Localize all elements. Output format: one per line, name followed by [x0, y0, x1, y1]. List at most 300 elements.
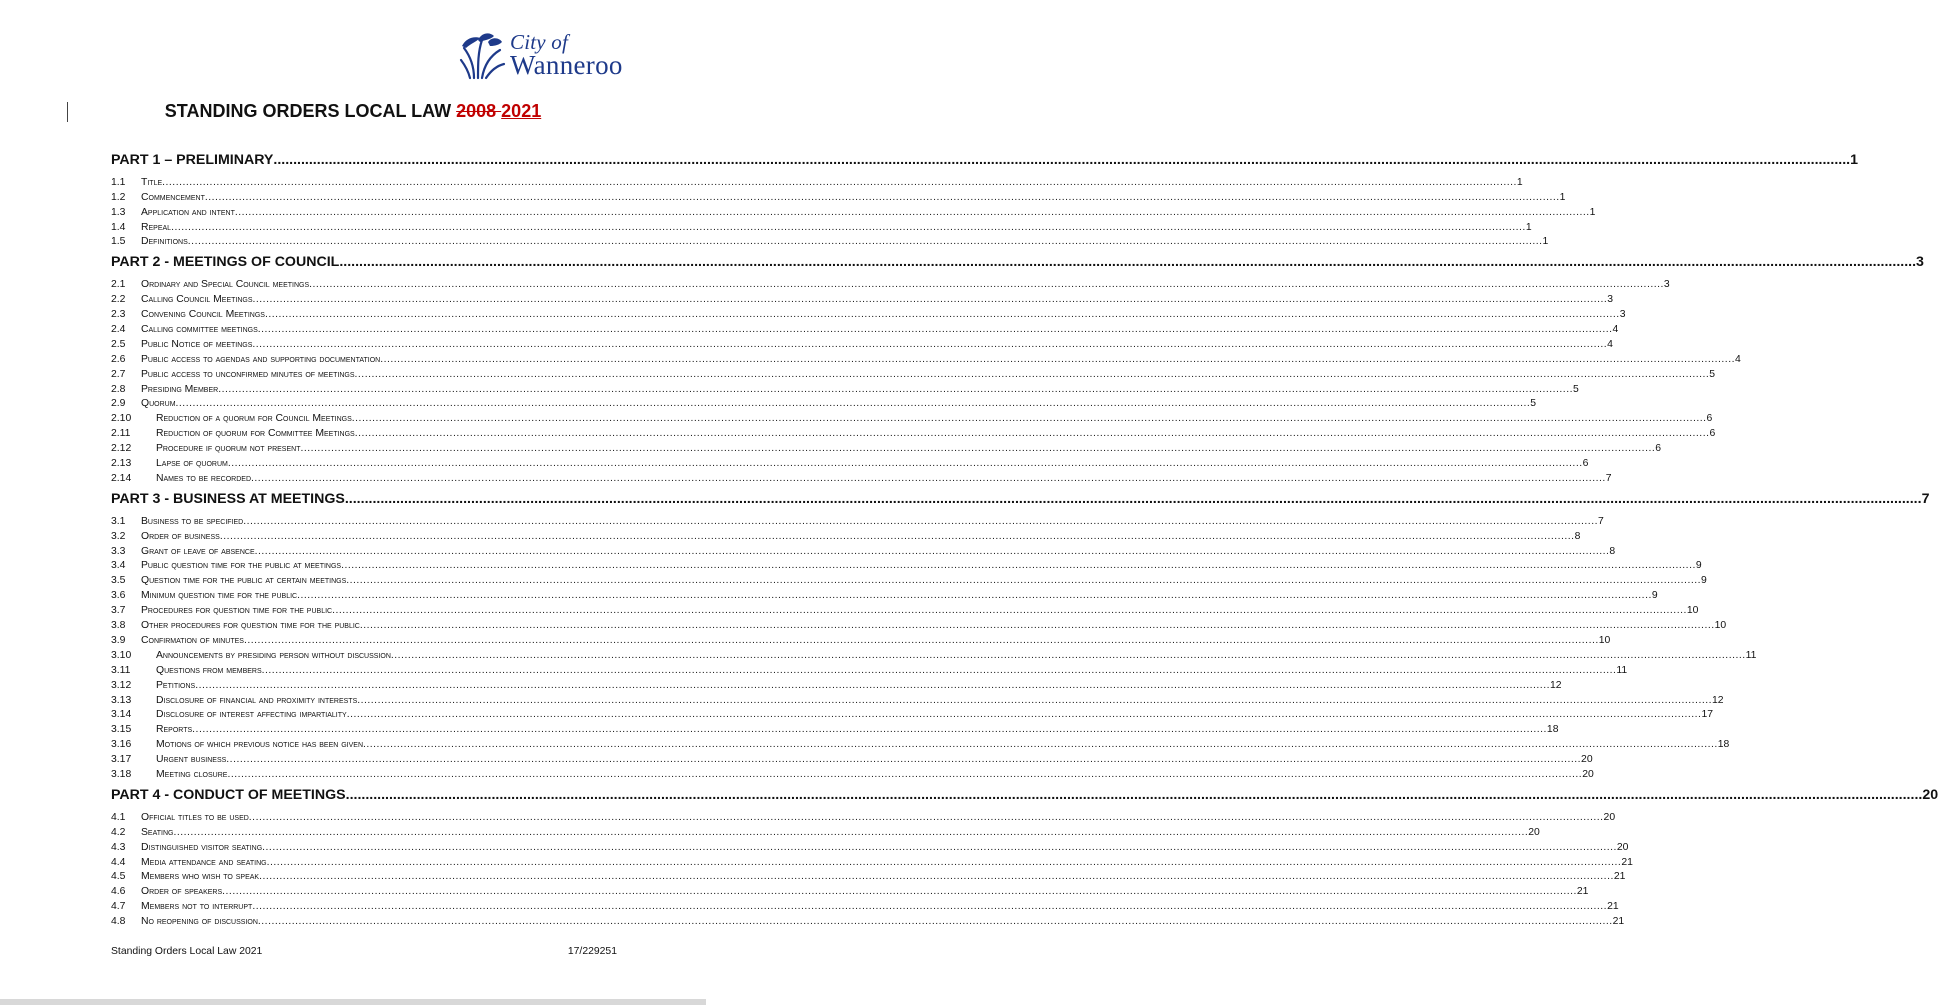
toc-entry-number: [111, 590, 139, 601]
toc-entry-page: 21: [1607, 901, 1619, 913]
toc-part-heading[interactable]: [111, 487, 1930, 507]
toc-entry-number-text: 3.11: [111, 664, 131, 676]
toc-entry-page: 12: [1549, 679, 1562, 691]
toc-entry-text: Other procedures for question time for the public: [141, 620, 360, 632]
toc-entry-text: Official titles to be used: [141, 811, 249, 823]
toc-leader-dots: ................................................................................................................................................................................................................................................................................................................................................................................................................: [204, 191, 1560, 203]
toc-entry-page: 3: [1663, 279, 1670, 291]
toc-entry-number: [111, 680, 139, 691]
toc-entry-number: [111, 222, 139, 233]
toc-entry-text: Reduction of quorum for Committee Meetings: [156, 428, 355, 440]
toc-entry-number-text: 1.3: [111, 206, 126, 218]
toc-entry[interactable]: [111, 439, 1662, 455]
toc-entry[interactable]: [111, 395, 1537, 410]
toc-leader-dots: ................................................................................................................................................................................................................................................................................................................................................................................................................: [222, 886, 1577, 898]
toc-leader-dots: ................................................................................................................................................................................................................................................................................................................................................................................................................: [259, 871, 1614, 883]
toc-part-label: PART 3 - BUSINESS AT MEETINGS: [111, 490, 345, 507]
toc-entry-number: [111, 279, 139, 290]
toc-entry-text: Presiding Member: [141, 383, 219, 395]
toc-entry-text: No reopening of discussion: [141, 916, 258, 928]
toc-entry[interactable]: [111, 691, 1724, 706]
toc-entry-page: 5: [1530, 398, 1537, 410]
toc-entry-page: 7: [1597, 515, 1604, 527]
toc-entry-number-text: 1.5: [111, 236, 126, 248]
toc-entry-number-text: 3.5: [111, 575, 126, 587]
toc-entry-number: [111, 709, 139, 720]
toc-leader-dots: ................................................................................................................................................................................................................................................................................................................................................................................................................: [252, 901, 1608, 913]
toc-leader-dots: ................................................................................................................................................................................................................................................................................................................................................................................................................: [264, 309, 1620, 321]
toc-entry-number: [111, 754, 139, 765]
toc-entry-number-text: 2.4: [111, 324, 126, 336]
toc-entry-text: Calling Council Meetings: [141, 294, 253, 306]
toc-entry-number-text: 4.7: [111, 901, 126, 913]
toc-leader-dots: ................................................................................................................................................................................................................................................................................................................................................................................................................: [300, 443, 1656, 455]
toc-entry-text: Urgent business: [156, 754, 227, 766]
toc-gap: [111, 927, 629, 930]
toc-entry-page: 20: [1616, 841, 1629, 853]
toc-entry-number: [111, 324, 139, 335]
toc-entry-page: 6: [1582, 458, 1589, 470]
toc-entry-number-text: 2.5: [111, 338, 126, 350]
toc-entry[interactable]: [111, 586, 1658, 602]
toc-entry-number-text: 3.15: [111, 724, 132, 736]
toc-entry-text: Ordinary and Special Council meetings: [141, 279, 310, 291]
toc-entry-text: Title: [141, 176, 163, 188]
toc-leader-dots: ................................................................................................................................................................................................................................................................................................................................................................................................................: [195, 679, 1550, 691]
toc-entry[interactable]: [111, 912, 1625, 928]
toc-entry[interactable]: [111, 335, 1613, 350]
toc-entry-number-text: 2.11: [111, 428, 131, 440]
toc-entry-number-text: 3.7: [111, 605, 126, 617]
toc-entry-number-text: 2.6: [111, 353, 126, 365]
toc-entry-text: Commencement: [141, 191, 205, 203]
toc-entry-number: [111, 812, 139, 823]
toc-entry-text: Reports: [156, 724, 193, 736]
toc-entry-number-text: 3.2: [111, 530, 126, 542]
toc-entry-number: [111, 635, 139, 646]
toc-entry-page: 3: [1607, 294, 1614, 306]
toc-entry[interactable]: [111, 765, 1594, 780]
toc-entry-page: 18: [1717, 739, 1730, 751]
toc-entry-text: Procedures for question time for the public: [141, 605, 333, 617]
toc-leader-dots: ................................................................................................................................................................................................................................................................................................................................................................................................................: [227, 458, 1583, 470]
toc-leader-dots: ................................................................................................................................................................................................................................................................................................................................................................................................................: [266, 856, 1622, 868]
toc-entry-page: 21: [1613, 871, 1626, 883]
table-of-contents: [111, 148, 1938, 930]
toc-entry-number-text: 2.7: [111, 368, 126, 380]
toc-entry[interactable]: [111, 424, 1716, 440]
toc-entry-number-text: 3.1: [111, 515, 126, 527]
toc-leader-dots: ................................................................................................................................................................................................................................................................................................................................................................................................................: [227, 768, 1583, 780]
toc-entry-number: [111, 516, 139, 527]
toc-entry[interactable]: [111, 512, 1604, 527]
toc-entry-number: [111, 428, 139, 439]
toc-entry-text: Questions from members: [156, 664, 262, 676]
toc-entry-text: Disclosure of interest affecting impartiality: [156, 709, 347, 721]
toc-entry-page: 21: [1612, 916, 1625, 928]
toc-leader-dots: ................................................................................................................................................................................................................................................................................................................................................................................................................: [257, 324, 1613, 336]
toc-entry-page: 17: [1701, 709, 1714, 721]
toc-leader-dots: ................................................................................................................................................................................................................................................................................................................................................................................................................: [354, 368, 1710, 380]
toc-leader-dots: ................................................................................................................................................................................................................................................................................................................................................................................................................: [234, 206, 1590, 218]
toc-entry-number-text: 4.3: [111, 841, 126, 853]
toc-entry-number-text: 4.1: [111, 811, 126, 823]
toc-entry-page: 5: [1709, 368, 1716, 380]
toc-entry[interactable]: [111, 557, 1702, 572]
toc-entry-number-text: 3.8: [111, 620, 126, 632]
toc-entry-text: Petitions: [156, 679, 196, 691]
toc-entry-number-text: 2.2: [111, 294, 126, 306]
toc-entry[interactable]: [111, 203, 1596, 218]
toc-entry-number-text: 3.6: [111, 590, 126, 602]
toc-entry-number: [111, 398, 139, 409]
toc-leader-dots: ................................................................................................................................................................................................................................................................................................................................................................................................................: [357, 694, 1712, 706]
logo-name-text: Wanneroo: [510, 50, 623, 80]
toc-entry-number-text: 3.10: [111, 649, 132, 661]
toc-entry-number-text: 3.16: [111, 739, 132, 751]
toc-entry-text: Procedure if quorum not present: [156, 443, 301, 455]
toc-entry-page: 3: [1619, 309, 1626, 321]
toc-entry-number-text: 4.2: [111, 826, 126, 838]
toc-entry-number: [111, 620, 139, 631]
toc-entry[interactable]: [111, 706, 1714, 721]
toc-entry-page: 20: [1528, 826, 1540, 838]
toc-entry-number-text: 3.13: [111, 694, 132, 706]
toc-entry-text: Disclosure of financial and proximity interests: [156, 694, 358, 706]
toc-entry[interactable]: [111, 380, 1579, 395]
toc-entry-text: Distinguished visitor seating: [141, 841, 263, 853]
toc-entry-number-text: 3.14: [111, 709, 132, 721]
toc-entry[interactable]: [111, 735, 1730, 751]
toc-leader-dots: ................................................................................................................................................................................................................................................................................................................................................................................................................: [339, 254, 1917, 271]
toc-entry-page: 5: [1572, 383, 1579, 395]
toc-entry-number-text: 4.8: [111, 916, 126, 928]
toc-entry-text: Public Notice of meetings: [141, 338, 253, 350]
toc-entry-number: [111, 177, 139, 188]
toc-entry-text: Order of business: [141, 530, 220, 542]
toc-entry-number: [111, 695, 139, 706]
toc-leader-dots: ................................................................................................................................................................................................................................................................................................................................................................................................................: [187, 236, 1543, 248]
toc-entry-page: 9: [1695, 560, 1702, 572]
toc-entry[interactable]: [111, 233, 1549, 248]
toc-entry-text: Repeal: [141, 221, 172, 233]
toc-leader-dots: ................................................................................................................................................................................................................................................................................................................................................................................................................: [252, 338, 1608, 350]
toc-entry[interactable]: [111, 320, 1619, 336]
toc-entry-page: 1: [1589, 206, 1596, 218]
toc-entry-text: Order of speakers: [141, 886, 223, 898]
toc-entry-number: [111, 458, 139, 469]
toc-entry-number: [111, 886, 139, 897]
title-inserted-year: 2021: [501, 101, 542, 121]
toc-entry-text: Reduction of a quorum for Council Meetings: [156, 413, 352, 425]
toc-leader-dots: ................................................................................................................................................................................................................................................................................................................................................................................................................: [243, 515, 1598, 527]
toc-leader-dots: ................................................................................................................................................................................................................................................................................................................................................................................................................: [254, 545, 1610, 557]
toc-entry[interactable]: [111, 853, 1633, 868]
toc-leader-dots: ................................................................................................................................................................................................................................................................................................................................................................................................................: [218, 383, 1573, 395]
toc-leader-dots: ................................................................................................................................................................................................................................................................................................................................................................................................................: [273, 152, 1851, 168]
toc-entry-number: [111, 384, 139, 395]
toc-entry-page: 20: [1581, 754, 1593, 766]
toc-leader-dots: ................................................................................................................................................................................................................................................................................................................................................................................................................: [219, 530, 1575, 542]
toc-entry-text: Members not to interrupt: [141, 901, 253, 913]
toc-entry-text: Convening Council Meetings: [141, 309, 265, 321]
toc-leader-dots: ................................................................................................................................................................................................................................................................................................................................................................................................................: [192, 724, 1547, 736]
toc-entry-page: 1: [1542, 236, 1549, 248]
toc-leader-dots: ................................................................................................................................................................................................................................................................................................................................................................................................................: [243, 634, 1599, 646]
toc-entry-page: 4: [1607, 338, 1613, 350]
toc-entry-text: Lapse of quorum: [156, 458, 228, 470]
toc-entry-number: [111, 413, 139, 424]
toc-entry[interactable]: [111, 661, 1628, 676]
toc-leader-dots: ................................................................................................................................................................................................................................................................................................................................................................................................................: [261, 664, 1617, 676]
toc-entry-number-text: 2.1: [111, 279, 126, 291]
footer-document-name: Standing Orders Local Law 2021: [111, 946, 263, 957]
toc-entry-number-text: 2.3: [111, 309, 126, 321]
toc-entry-text: Media attendance and seating: [141, 856, 267, 868]
page-footer: [111, 946, 617, 957]
toc-leader-dots: ................................................................................................................................................................................................................................................................................................................................................................................................................: [171, 221, 1526, 233]
toc-entry[interactable]: [111, 218, 1532, 233]
toc-entry-number-text: 2.9: [111, 398, 126, 410]
toc-entry-text: Members who wish to speak: [141, 871, 260, 883]
toc-entry-number: [111, 207, 139, 218]
toc-entry[interactable]: [111, 527, 1581, 542]
toc-entry-page: 1: [1559, 191, 1566, 203]
toc-entry-text: Calling committee meetings: [141, 324, 258, 336]
toc-entry-page: 21: [1621, 856, 1633, 868]
toc-leader-dots: ................................................................................................................................................................................................................................................................................................................................................................................................................: [175, 398, 1531, 410]
toc-part-heading[interactable]: [111, 250, 1924, 271]
toc-entry-text: Minimum question time for the public: [141, 590, 298, 602]
toc-leader-dots: ................................................................................................................................................................................................................................................................................................................................................................................................................: [341, 560, 1696, 572]
toc-part-label: PART 2 - MEETINGS OF COUNCIL: [111, 254, 340, 271]
toc-entry-text: Public access to unconfirmed minutes of meetings: [141, 368, 355, 380]
toc-leader-dots: ................................................................................................................................................................................................................................................................................................................................................................................................................: [351, 413, 1707, 425]
toc-entry-text: Confirmation of minutes: [141, 634, 244, 646]
toc-entry-number: [111, 560, 139, 571]
toc-entry-page: 6: [1655, 443, 1662, 455]
toc-entry-number-text: 4.6: [111, 886, 126, 898]
toc-entry-number: [111, 827, 139, 838]
toc-entry[interactable]: [111, 454, 1589, 470]
page-edge: [0, 999, 706, 1005]
toc-leader-dots: ................................................................................................................................................................................................................................................................................................................................................................................................................: [252, 294, 1608, 306]
toc-entry-number: [111, 309, 139, 320]
toc-entry-page: 20: [1582, 768, 1594, 780]
toc-entry-page: 12: [1712, 694, 1724, 706]
toc-entry-page: 8: [1609, 545, 1616, 557]
toc-entry[interactable]: [111, 616, 1727, 632]
toc-entry-number: [111, 842, 139, 853]
toc-leader-dots: ................................................................................................................................................................................................................................................................................................................................................................................................................: [346, 709, 1702, 721]
toc-entry-number: [111, 531, 139, 542]
toc-entry[interactable]: [111, 188, 1566, 203]
toc-entry-text: Question time for the public at certain meetings: [141, 575, 347, 587]
toc-leader-dots: ................................................................................................................................................................................................................................................................................................................................................................................................................: [359, 620, 1715, 632]
toc-entry-number: [111, 724, 139, 735]
toc-entry-page: 20: [1603, 811, 1616, 823]
toc-entry-text: Application and intent: [141, 206, 235, 218]
toc-leader-dots: ................................................................................................................................................................................................................................................................................................................................................................................................................: [162, 176, 1517, 188]
title-deleted-year: 2008: [456, 101, 502, 121]
toc-entry[interactable]: [111, 350, 1741, 365]
toc-entry-number: [111, 871, 139, 882]
toc-entry[interactable]: [111, 838, 1629, 853]
toc-entry-number: [111, 650, 139, 661]
toc-entry-text: Definitions: [141, 236, 188, 248]
toc-entry-number: [111, 916, 139, 927]
toc-entry-text: Grant of leave of absence: [141, 545, 255, 557]
toc-entry[interactable]: [111, 469, 1612, 484]
toc-entry-page: 1: [1516, 176, 1523, 188]
toc-entry[interactable]: [111, 173, 1523, 188]
toc-entry[interactable]: [111, 365, 1716, 380]
toc-part-page: 3: [1916, 254, 1924, 271]
toc-leader-dots: ................................................................................................................................................................................................................................................................................................................................................................................................................: [390, 649, 1746, 661]
toc-entry-page: 6: [1709, 428, 1716, 440]
toc-entry-page: 9: [1701, 575, 1707, 587]
toc-entry-page: 8: [1574, 530, 1581, 542]
toc-part-label: PART 1 – PRELIMINARY: [111, 152, 274, 168]
toc-entry-number-text: 1.1: [111, 176, 126, 188]
toc-entry-number: [111, 339, 139, 350]
toc-entry-number-text: 3.9: [111, 634, 126, 646]
toc-leader-dots: ................................................................................................................................................................................................................................................................................................................................................................................................................: [332, 605, 1687, 617]
toc-entry-text: Public question time for the public at meetings: [141, 560, 342, 572]
toc-entry[interactable]: [111, 897, 1619, 913]
toc-entry[interactable]: [111, 868, 1626, 883]
title-main: STANDING ORDERS LOCAL LAW: [164, 101, 457, 121]
toc-entry[interactable]: [111, 823, 1540, 838]
toc-entry-page: 4: [1612, 324, 1619, 336]
toc-entry-number-text: 3.3: [111, 545, 126, 557]
toc-part-label: PART 4 - CONDUCT OF MEETINGS: [111, 786, 346, 803]
toc-entry-page: 18: [1546, 724, 1559, 736]
toc-entry-number: [111, 605, 139, 616]
toc-entry-number-text: 2.12: [111, 443, 132, 455]
toc-entry[interactable]: [111, 646, 1757, 661]
toc-entry[interactable]: [111, 720, 1559, 736]
toc-entry-number-text: 3.4: [111, 560, 126, 572]
toc-entry-number-text: 1.4: [111, 221, 126, 233]
toc-entry-page: 9: [1651, 590, 1658, 602]
toc-entry-number: [111, 294, 139, 305]
toc-leader-dots: ................................................................................................................................................................................................................................................................................................................................................................................................................: [363, 739, 1718, 751]
toc-entry[interactable]: [111, 631, 1611, 646]
toc-leader-dots: ................................................................................................................................................................................................................................................................................................................................................................................................................: [257, 916, 1613, 928]
toc-entry-number: [111, 443, 139, 454]
toc-leader-dots: ................................................................................................................................................................................................................................................................................................................................................................................................................: [297, 590, 1652, 602]
toc-entry-page: 21: [1576, 886, 1589, 898]
toc-leader-dots: ................................................................................................................................................................................................................................................................................................................................................................................................................: [226, 754, 1582, 766]
toc-entry-page: 11: [1745, 649, 1757, 661]
toc-leader-dots: ................................................................................................................................................................................................................................................................................................................................................................................................................: [251, 472, 1606, 484]
toc-entry-number: [111, 369, 139, 380]
toc-entry-number-text: 2.8: [111, 383, 126, 395]
toc-entry-number: [111, 739, 139, 750]
toc-leader-dots: ................................................................................................................................................................................................................................................................................................................................................................................................................: [346, 575, 1701, 587]
toc-entry-number: [111, 575, 139, 586]
toc-entry[interactable]: [111, 542, 1616, 557]
toc-entry-number: [111, 901, 139, 912]
toc-entry-number: [111, 665, 139, 676]
toc-entry-page: 7: [1605, 472, 1612, 484]
toc-entry-text: Public access to agendas and supporting documentation: [141, 353, 381, 365]
toc-entry-number: [111, 546, 139, 557]
toc-entry[interactable]: [111, 676, 1562, 691]
toc-part-heading[interactable]: [111, 783, 1938, 803]
toc-entry-text: Seating: [141, 826, 174, 838]
toc-entry-number-text: 3.17: [111, 754, 132, 766]
toc-entry-text: Motions of which previous notice has been given: [156, 739, 363, 751]
toc-entry-page: 10: [1686, 605, 1699, 617]
toc-leader-dots: ................................................................................................................................................................................................................................................................................................................................................................................................................: [309, 279, 1664, 291]
footer-reference-number: 17/229251: [567, 946, 617, 957]
toc-entry-text: Meeting closure: [156, 768, 228, 780]
toc-entry-page: 10: [1598, 634, 1611, 646]
toc-leader-dots: ................................................................................................................................................................................................................................................................................................................................................................................................................: [354, 428, 1710, 440]
toc-entry-page: 1: [1525, 221, 1532, 233]
toc-leader-dots: ................................................................................................................................................................................................................................................................................................................................................................................................................: [345, 786, 1923, 803]
toc-entry-number-text: 2.13: [111, 458, 132, 470]
toc-entry[interactable]: [111, 571, 1707, 587]
toc-entry-page: 6: [1706, 413, 1713, 425]
toc-entry-number-text: 4.5: [111, 871, 126, 883]
toc-entry-number: [111, 236, 139, 247]
toc-part-heading[interactable]: [111, 148, 1858, 168]
toc-entry-number-text: 3.12: [111, 679, 132, 691]
toc-entry[interactable]: [111, 275, 1670, 291]
toc-part-page: 7: [1921, 490, 1930, 507]
toc-entry-number-text: 4.4: [111, 856, 126, 868]
toc-entry-number-text: 1.2: [111, 191, 126, 203]
toc-leader-dots: ................................................................................................................................................................................................................................................................................................................................................................................................................: [173, 826, 1529, 838]
toc-entry-text: Names to be recorded: [156, 472, 251, 484]
toc-entry-number: [111, 769, 139, 780]
toc-entry-number-text: 2.14: [111, 472, 132, 484]
toc-leader-dots: ................................................................................................................................................................................................................................................................................................................................................................................................................: [248, 811, 1604, 823]
toc-entry[interactable]: [111, 882, 1589, 898]
toc-entry-text: Quorum: [141, 398, 176, 410]
document-title: [0, 101, 706, 122]
city-of-wanneroo-logo: [460, 30, 632, 82]
toc-part-page: 1: [1850, 152, 1858, 168]
toc-entry-number: [111, 192, 139, 203]
toc-entry-page: 10: [1714, 620, 1727, 632]
toc-entry[interactable]: [111, 409, 1713, 425]
toc-entry[interactable]: [111, 305, 1626, 321]
toc-leader-dots: ................................................................................................................................................................................................................................................................................................................................................................................................................: [262, 841, 1617, 853]
toc-entry[interactable]: [111, 290, 1614, 306]
logo-city-text: City of: [510, 30, 568, 54]
toc-leader-dots: ................................................................................................................................................................................................................................................................................................................................................................................................................: [344, 490, 1922, 507]
toc-entry[interactable]: [111, 601, 1699, 617]
toc-entry[interactable]: [111, 808, 1616, 823]
toc-entry-number-text: 2.10: [111, 413, 132, 425]
toc-entry[interactable]: [111, 750, 1593, 766]
toc-leader-dots: ................................................................................................................................................................................................................................................................................................................................................................................................................: [380, 353, 1735, 365]
toc-entry-page: 4: [1734, 353, 1741, 365]
toc-entry-number: [111, 354, 139, 365]
toc-entry-number: [111, 857, 139, 868]
toc-entry-text: Announcements by presiding person without discussion: [156, 649, 391, 661]
toc-entry-number-text: 3.18: [111, 768, 132, 780]
toc-entry-text: Business to be specified: [141, 515, 244, 527]
flower-icon: [460, 32, 506, 80]
toc-entry-page: 11: [1616, 664, 1628, 676]
toc-entry-number: [111, 473, 139, 484]
toc-part-page: 20: [1922, 786, 1938, 803]
